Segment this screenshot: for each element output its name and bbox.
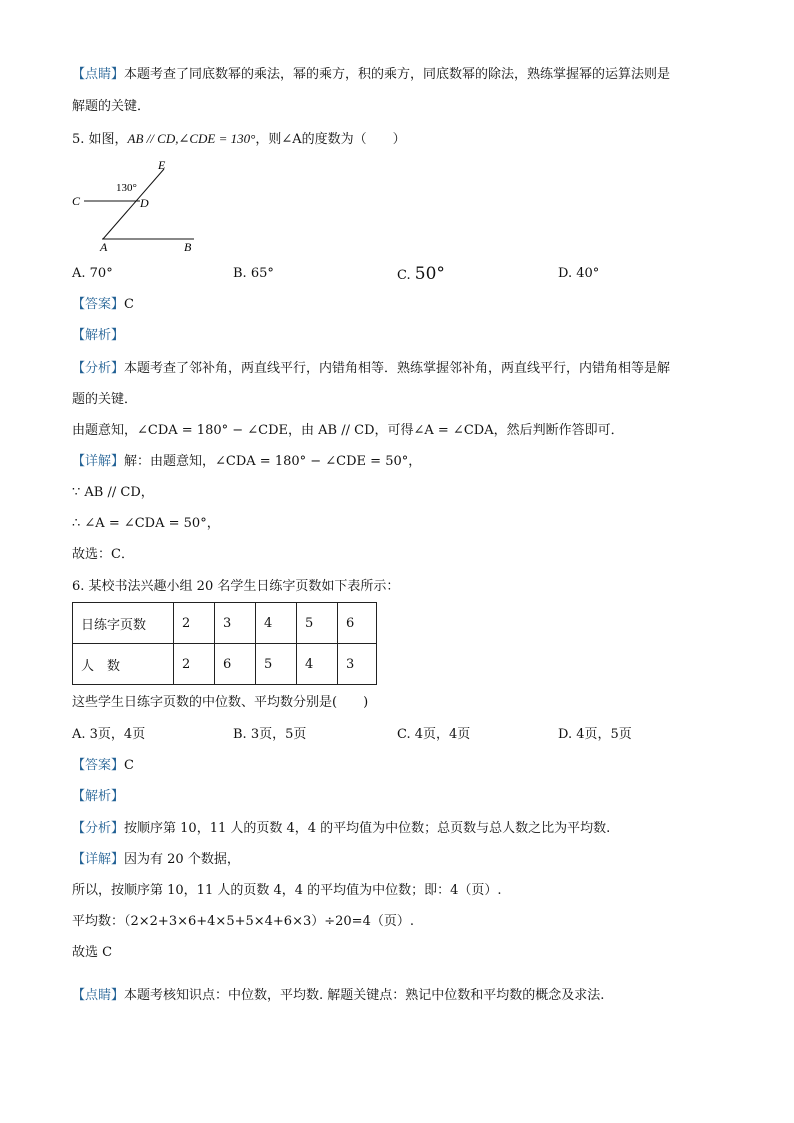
label-e: E — [158, 158, 166, 172]
q5-option-a: A. 70° — [72, 266, 113, 281]
answer-6 — [72, 757, 134, 775]
table-cell: 人 数 — [73, 644, 174, 685]
solution-5-line-1: 由题意知，∠CDA = 180° − ∠CDE，由 AB // CD，可得∠A = ∠CDA，然后判断作答即可． — [72, 423, 624, 438]
table-cell: 5 — [297, 603, 338, 644]
q5-option-b: B. 65° — [233, 266, 274, 281]
dianjing-6-tag: 【点睛】 — [72, 988, 125, 1003]
table-row — [73, 603, 377, 644]
dianjing-line-1 — [72, 66, 670, 84]
table-row — [73, 644, 377, 685]
table-cell: 3 — [215, 603, 256, 644]
fenxi-6 — [72, 820, 610, 838]
xiangjie-5-tag: 【详解】 — [72, 454, 125, 469]
q5-number: 5. 如图， — [72, 132, 128, 147]
xiangjie-5-text: 解：由题意知，∠CDA = 180° − ∠CDE = 50°， — [124, 454, 422, 469]
fenxi-6-text: 按顺序第 10，11 人的页数 4，4 的平均值为中位数；总页数与总人数之比为平均数. — [124, 821, 611, 836]
answer-6-tag: 【答案】 — [72, 758, 125, 773]
answer-5 — [72, 296, 134, 314]
xiangjie-6 — [72, 851, 240, 869]
pages-table — [72, 602, 377, 685]
solution-6-mean: 平均数：（2×2+3×6+4×5+5×4+6×3）÷20=4（页）. — [72, 914, 414, 929]
label-b: B — [184, 240, 192, 254]
q5-tail: ，则∠A的度数为（ ） — [255, 132, 406, 147]
xiangjie-6-tag: 【详解】 — [72, 852, 125, 867]
fenxi-5 — [72, 360, 670, 378]
question-6-ask: 这些学生日练字页数的中位数、平均数分别是( ) — [72, 695, 369, 710]
fenxi-5-text: 本题考查了邻补角，两直线平行，内错角相等．熟练掌握邻补角，两直线平行，内错角相等是解 — [124, 361, 671, 376]
dianjing-text: 本题考查了同底数幂的乘法，幂的乘方，积的乘方，同底数幂的除法，熟练掌握幂的运算法则是 — [124, 67, 671, 82]
dianjing-line-2: 解题的关键． — [72, 99, 151, 114]
xiangjie-5 — [72, 453, 421, 471]
dianjing-6 — [72, 987, 604, 1005]
table-cell: 3 — [338, 644, 377, 685]
q5-option-c-value: 50° — [414, 264, 445, 284]
q5-option-c-label: C. — [397, 268, 411, 283]
answer-5-tag: 【答案】 — [72, 297, 125, 312]
solution-5-because: ∵ AB // CD， — [72, 485, 154, 500]
jiexi-5: 【解析】 — [72, 328, 125, 343]
dianjing-tag: 【点睛】 — [72, 67, 125, 82]
xiangjie-6-text: 因为有 20 个数据， — [124, 852, 240, 867]
line-ae — [103, 169, 164, 239]
q6-option-d: D. 4页，5页 — [558, 727, 632, 742]
table-cell: 5 — [256, 644, 297, 685]
label-a: A — [100, 240, 108, 254]
q5-option-c — [397, 265, 445, 285]
q6-option-a: A. 3页，4页 — [72, 727, 146, 742]
table-cell: 4 — [297, 644, 338, 685]
solution-5-therefore: ∴ ∠A = ∠CDA = 50°， — [72, 516, 220, 531]
jiexi-6: 【解析】 — [72, 789, 125, 804]
question-5-stem — [72, 130, 406, 149]
table-cell: 6 — [338, 603, 377, 644]
q6-option-c: C. 4页，4页 — [397, 727, 471, 742]
answer-5-value: C — [124, 297, 134, 312]
solution-6-choice: 故选 C — [72, 945, 113, 960]
label-c: C — [72, 194, 81, 208]
fenxi-5-line-2: 题的关键． — [72, 392, 138, 407]
solution-6-median: 所以，按顺序第 10，11 人的页数 4，4 的平均值为中位数；即：4（页）. — [72, 883, 502, 898]
question-6-stem: 6. 某校书法兴趣小组 20 名学生日练字页数如下表所示： — [72, 579, 400, 594]
solution-5-choice: 故选：C． — [72, 547, 134, 562]
answer-6-value: C — [124, 758, 134, 773]
label-angle: 130° — [116, 182, 137, 194]
table-cell: 2 — [174, 644, 215, 685]
fenxi-5-tag: 【分析】 — [72, 361, 125, 376]
geometry-figure — [72, 155, 202, 255]
table-cell: 4 — [256, 603, 297, 644]
table-cell: 日练字页数 — [73, 603, 174, 644]
table-cell: 6 — [215, 644, 256, 685]
dianjing-6-text: 本题考核知识点：中位数，平均数. 解题关键点：熟记中位数和平均数的概念及求法. — [124, 988, 605, 1003]
table-cell: 2 — [174, 603, 215, 644]
geometry-svg — [72, 155, 202, 255]
label-d: D — [140, 196, 149, 210]
q5-math: AB // CD,∠CDE = 130° — [127, 131, 256, 146]
fenxi-6-tag: 【分析】 — [72, 821, 125, 836]
q5-option-d: D. 40° — [558, 266, 600, 281]
q6-option-b: B. 3页，5页 — [233, 727, 307, 742]
